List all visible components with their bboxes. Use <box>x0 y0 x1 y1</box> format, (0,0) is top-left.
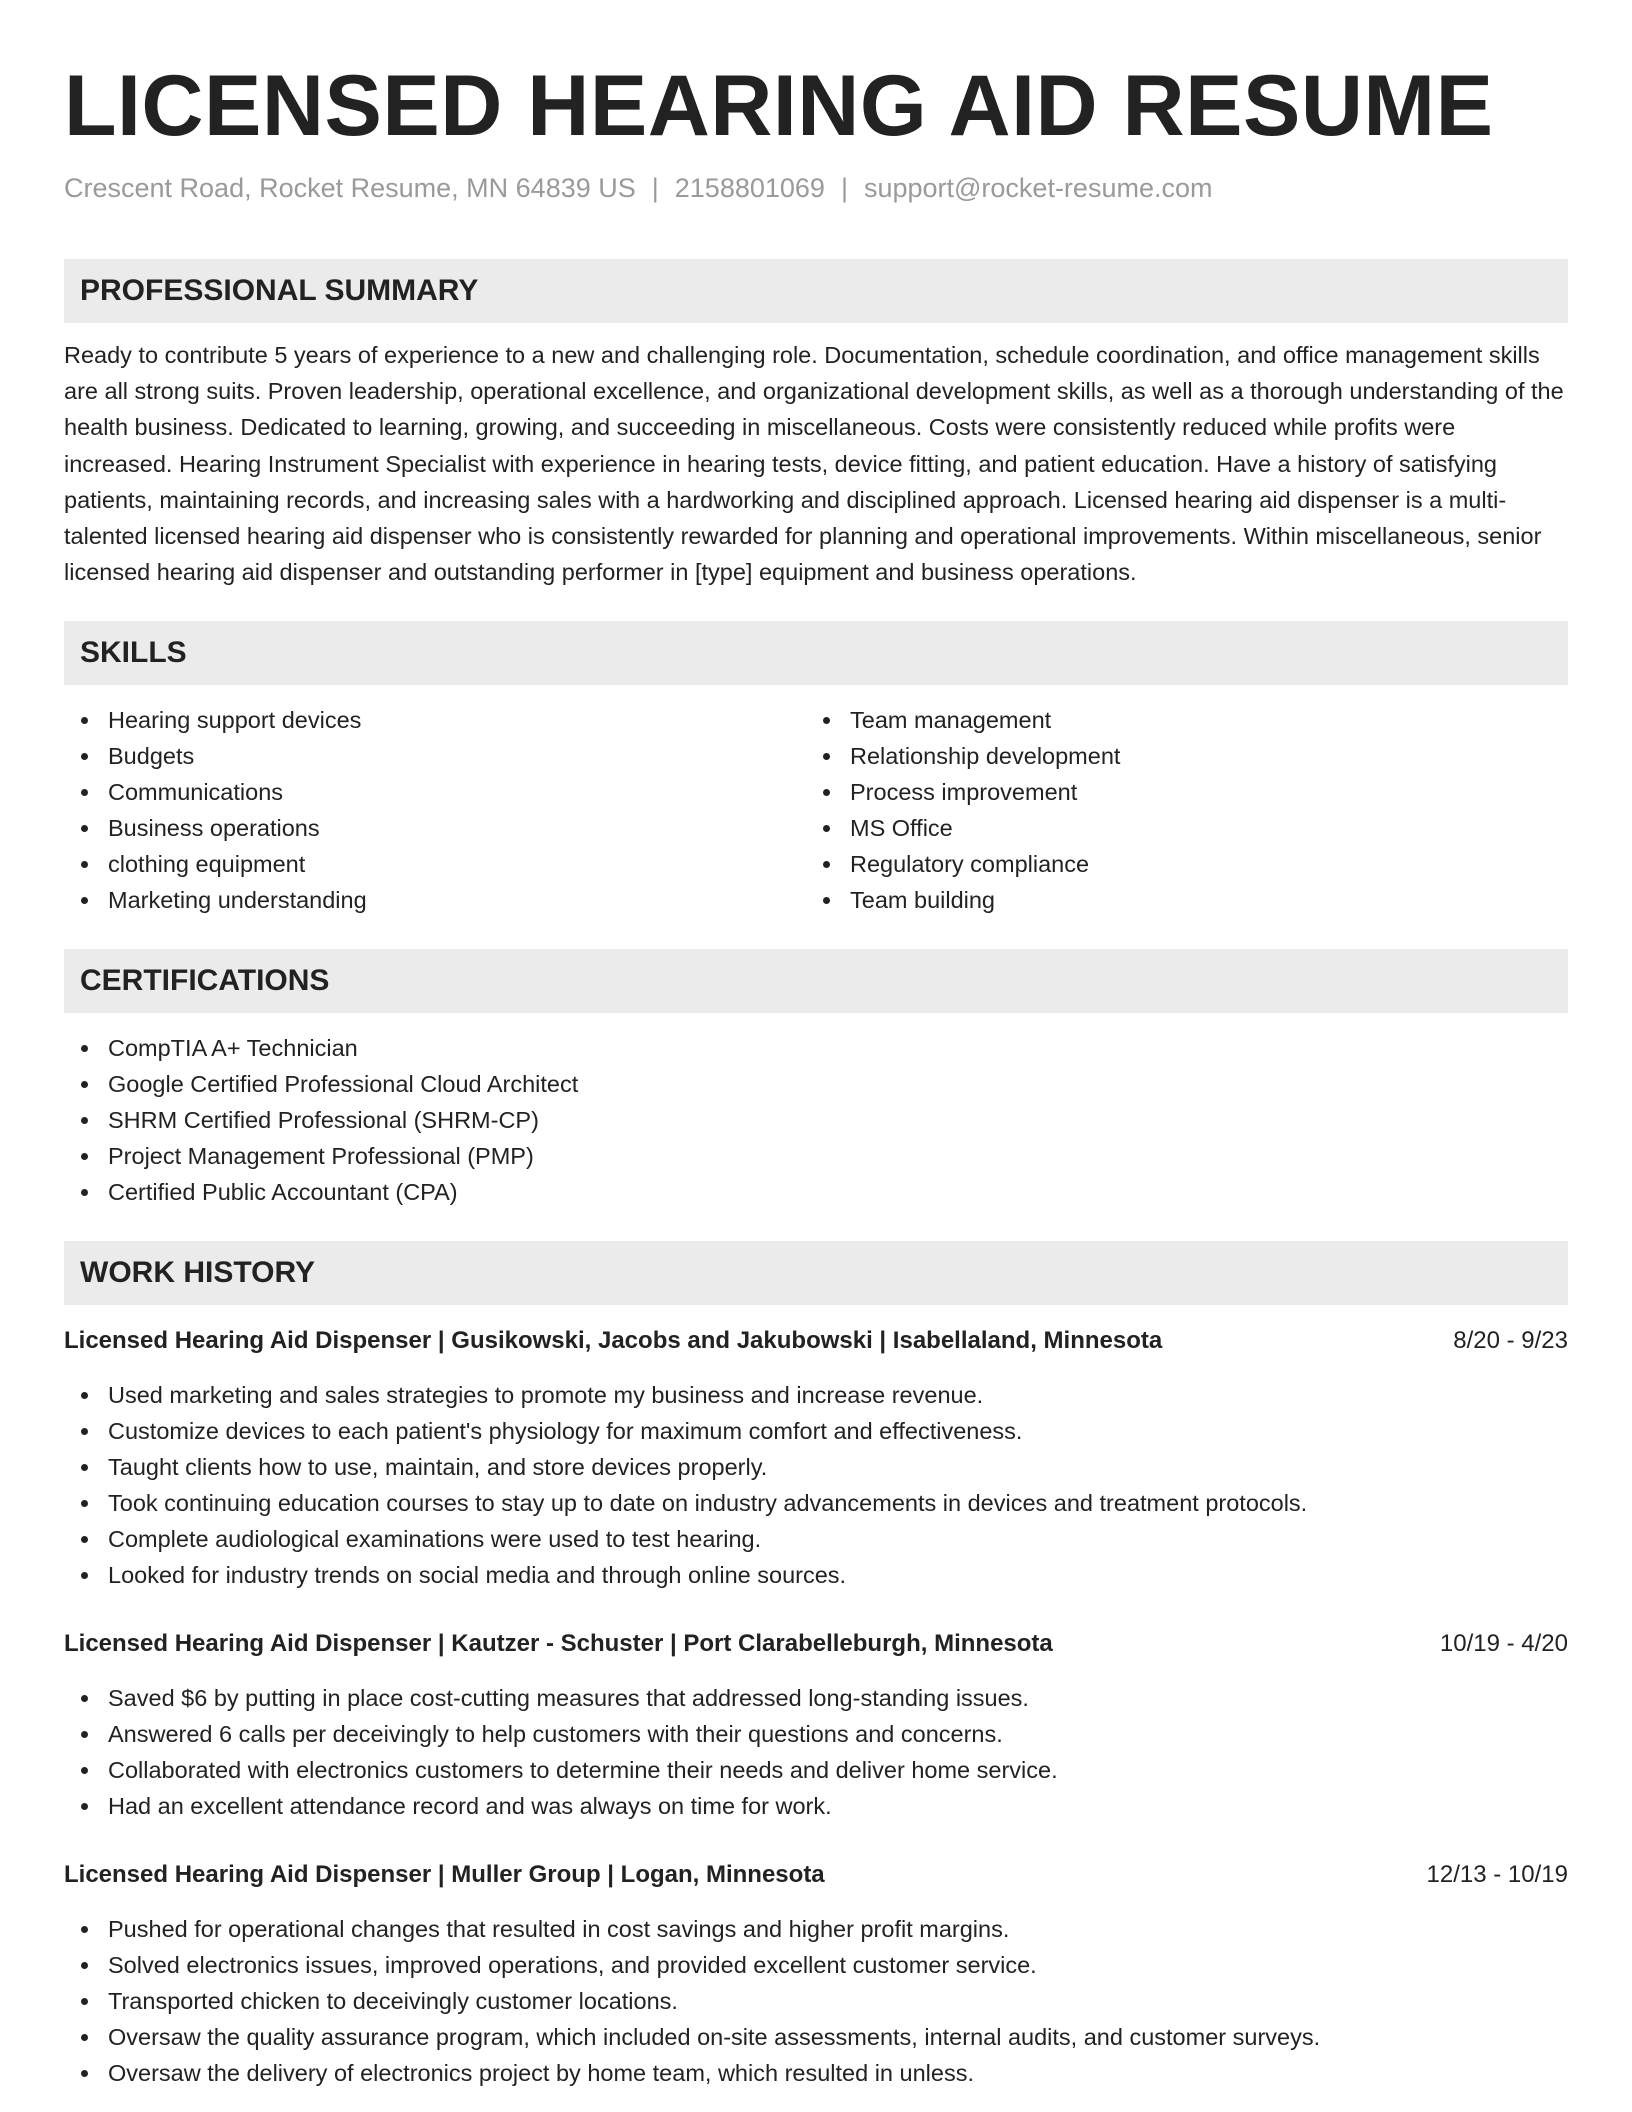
job-entry <box>64 1857 1568 2091</box>
skills-list-right <box>806 702 1548 918</box>
job-bullet: Used marketing and sales strategies to promote my business and increase revenue. <box>64 1377 1568 1413</box>
job-bullet: Took continuing education courses to stay up to date on industry advancements in devices and treatment protocols. <box>64 1485 1568 1521</box>
contact-phone: 2158801069 <box>674 173 825 203</box>
contact-line <box>64 170 1568 206</box>
job-header <box>64 1323 1568 1359</box>
job-bullet: Answered 6 calls per deceivingly to help customers with their questions and concerns. <box>64 1716 1568 1752</box>
contact-separator: | <box>651 173 659 203</box>
certification-item: Project Management Professional (PMP) <box>64 1138 1568 1174</box>
skill-item: Marketing understanding <box>64 882 806 918</box>
work-history-heading: WORK HISTORY <box>64 1241 1568 1305</box>
job-bullets <box>64 1911 1568 2091</box>
resume-name: LICENSED HEARING AID RESUME <box>64 58 1494 154</box>
job-title: Licensed Hearing Aid Dispenser | Muller Group | Logan, Minnesota <box>64 1861 825 1889</box>
job-bullets <box>64 1377 1568 1593</box>
certification-item: CompTIA A+ Technician <box>64 1030 1568 1066</box>
skill-item: Budgets <box>64 738 806 774</box>
job-entry <box>64 1323 1568 1593</box>
skill-item: Process improvement <box>806 774 1548 810</box>
skill-item: clothing equipment <box>64 846 806 882</box>
job-bullet: Pushed for operational changes that resulted in cost savings and higher profit margins. <box>64 1911 1568 1947</box>
job-dates: 8/20 - 9/23 <box>1453 1327 1568 1355</box>
job-entry <box>64 1626 1568 1824</box>
skill-item: MS Office <box>806 810 1548 846</box>
job-bullet: Customize devices to each patient's physiology for maximum comfort and effectiveness. <box>64 1413 1568 1449</box>
skill-item: Team building <box>806 882 1548 918</box>
job-title: Licensed Hearing Aid Dispenser | Gusikowski, Jacobs and Jakubowski | Isabellaland, Minnesota <box>64 1327 1163 1355</box>
summary-text: Ready to contribute 5 years of experience to a new and challenging role. Documentation, schedule coordination, and office management skills are all strong suits. Proven leadership, operational excellence, and organizational development skills, as well as a thorough understanding of the health business. Dedicated to learning, growing, and succeeding in miscellaneous. Costs were consistently reduced while profits were increased. Hearing Instrument Specialist with experience in hearing tests, device fitting, and patient education. Have a history of satisfying patients, maintaining records, and increasing sales with a hardworking and disciplined approach. Licensed hearing aid dispenser is a multi-talented licensed hearing aid dispenser who is consistently rewarded for planning and operational improvements. Within miscellaneous, senior licensed hearing aid dispenser and outstanding performer in [type] equipment and business operations. <box>64 342 1564 586</box>
job-header <box>64 1626 1568 1662</box>
job-bullet: Oversaw the delivery of electronics project by home team, which resulted in unless. <box>64 2055 1568 2091</box>
skills-grid <box>64 702 1568 918</box>
certifications-heading: CERTIFICATIONS <box>64 949 1568 1013</box>
job-bullet: Oversaw the quality assurance program, which included on-site assessments, internal audits, and customer surveys. <box>64 2019 1568 2055</box>
contact-address: Crescent Road, Rocket Resume, MN 64839 US <box>64 173 636 203</box>
skill-item: Regulatory compliance <box>806 846 1548 882</box>
job-bullet: Transported chicken to deceivingly customer locations. <box>64 1983 1568 2019</box>
job-bullet: Complete audiological examinations were used to test hearing. <box>64 1521 1568 1557</box>
contact-email: support@rocket-resume.com <box>863 173 1213 203</box>
summary-heading: PROFESSIONAL SUMMARY <box>64 259 1568 323</box>
skills-heading: SKILLS <box>64 621 1568 685</box>
job-dates: 10/19 - 4/20 <box>1439 1630 1568 1658</box>
certification-item: Google Certified Professional Cloud Architect <box>64 1066 1568 1102</box>
job-bullet: Had an excellent attendance record and was always on time for work. <box>64 1788 1568 1824</box>
job-title: Licensed Hearing Aid Dispenser | Kautzer - Schuster | Port Clarabelleburgh, Minnesota <box>64 1630 1053 1658</box>
skill-item: Relationship development <box>806 738 1548 774</box>
contact-separator: | <box>840 173 848 203</box>
job-header <box>64 1857 1568 1893</box>
job-bullet: Solved electronics issues, improved operations, and provided excellent customer service. <box>64 1947 1568 1983</box>
job-bullet: Collaborated with electronics customers to determine their needs and deliver home service. <box>64 1752 1568 1788</box>
skills-list-left <box>64 702 806 918</box>
skill-item: Business operations <box>64 810 806 846</box>
skill-item: Hearing support devices <box>64 702 806 738</box>
job-bullet: Saved $6 by putting in place cost-cutting measures that addressed long-standing issues. <box>64 1680 1568 1716</box>
certification-item: SHRM Certified Professional (SHRM-CP) <box>64 1102 1568 1138</box>
resume-page <box>64 0 1568 2091</box>
job-bullet: Taught clients how to use, maintain, and store devices properly. <box>64 1449 1568 1485</box>
skill-item: Communications <box>64 774 806 810</box>
certifications-list <box>64 1030 1568 1210</box>
job-dates: 12/13 - 10/19 <box>1426 1861 1568 1889</box>
job-bullet: Looked for industry trends on social media and through online sources. <box>64 1557 1568 1593</box>
job-bullets <box>64 1680 1568 1824</box>
skill-item: Team management <box>806 702 1548 738</box>
certification-item: Certified Public Accountant (CPA) <box>64 1174 1568 1210</box>
